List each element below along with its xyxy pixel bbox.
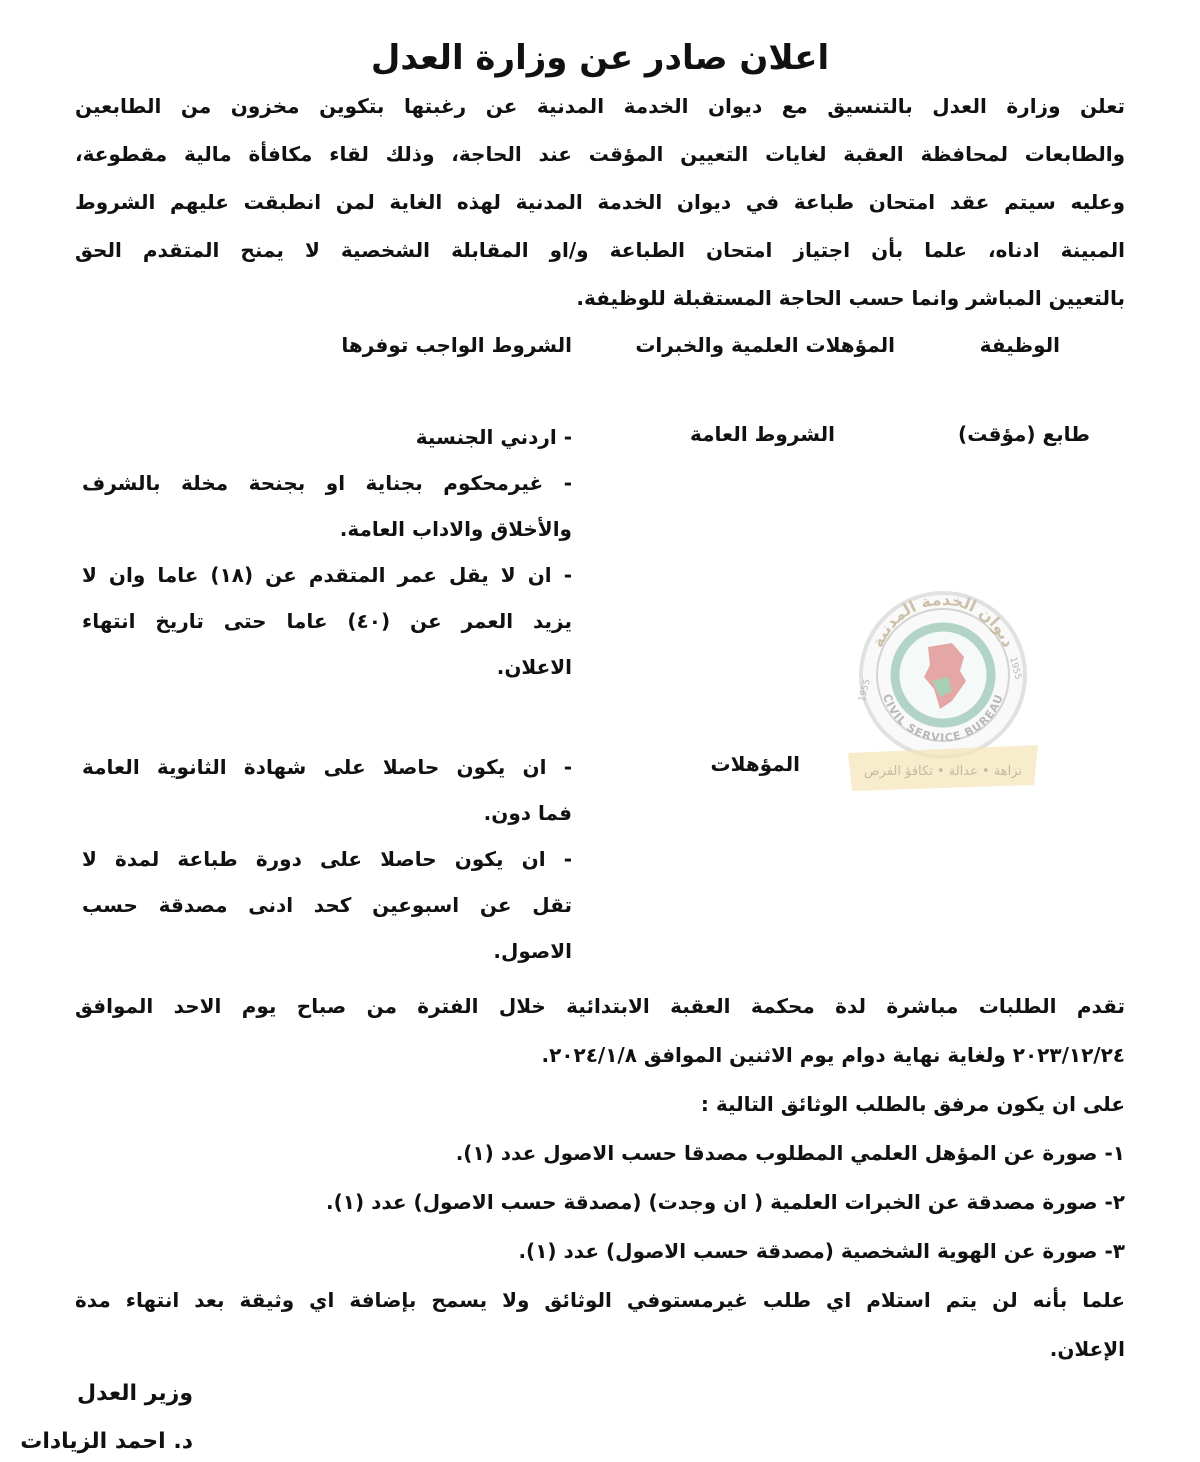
qualifications-label: المؤهلات: [710, 752, 800, 776]
qualification-item: [82, 744, 572, 836]
seal-arabic-text: ديوان الخدمة المدنية: [867, 589, 1019, 651]
signature-position: وزير العدل: [77, 1381, 193, 1406]
submission-line: تقدم الطلبات مباشرة لدة محكمة العقبة الابتدائية خلال الفترة من صباح يوم الاحد الموافق: [75, 994, 1125, 1018]
page-title: اعلان صادر عن وزارة العدل: [370, 38, 830, 78]
condition-line: - ان لا يقل عمر المتقدم عن (١٨) عاما وان لا: [82, 563, 572, 587]
signature-name: د. احمد الزيادات: [20, 1429, 193, 1454]
intro-line: وعليه سيتم عقد امتحان طباعة في ديوان الخدمة المدنية لهذه الغاية لمن انطبقت عليهم الشروط: [75, 190, 1125, 214]
header-conditions: الشروط الواجب توفرها: [341, 333, 572, 357]
seal-year-left: 1955: [857, 678, 873, 703]
condition-line: والأخلاق والاداب العامة.: [339, 517, 572, 541]
header-job: الوظيفة: [979, 333, 1060, 357]
condition-item: [82, 414, 572, 460]
qualification-line: تقل عن اسبوعين كحد ادنى مصدقة حسب: [82, 893, 572, 917]
qualification-line: الاصول.: [493, 939, 572, 963]
condition-line: - غيرمحكوم بجناية او بجنحة مخلة بالشرف: [82, 471, 572, 495]
condition-line: - اردني الجنسية: [415, 425, 572, 449]
general-conditions-label: الشروط العامة: [690, 422, 835, 446]
submission-section: [75, 982, 1125, 1374]
job-title: طابع (مؤقت): [958, 422, 1090, 446]
qualification-item: [82, 836, 572, 974]
note-line: علما بأنه لن يتم استلام اي طلب غيرمستوفي الوثائق ولا يسمح بإضافة اي وثيقة بعد انتهاء مدة: [75, 1288, 1125, 1312]
intro-paragraph: [75, 82, 1125, 322]
seal-english-text: CIVIL SERVICE BUREAU: [880, 692, 1006, 745]
condition-item: [82, 552, 572, 690]
documents-intro: على ان يكون مرفق بالطلب الوثائق التالية :: [700, 1092, 1125, 1116]
condition-line: الاعلان.: [496, 655, 572, 679]
header-qualifications: المؤهلات العلمية والخبرات: [635, 333, 895, 357]
civil-service-bureau-seal-icon: [848, 585, 1038, 805]
note-line: الإعلان.: [1049, 1337, 1125, 1361]
document-item: ٣- صورة عن الهوية الشخصية (مصدقة حسب الاصول) عدد (١).: [518, 1239, 1125, 1263]
submission-line: ٢٠٢٣/١٢/٢٤ ولغاية نهاية دوام يوم الاثنين الموافق ٢٠٢٤/١/٨.: [541, 1043, 1125, 1067]
qualification-line: - ان يكون حاصلا على شهادة الثانوية العامة: [82, 755, 572, 779]
qualifications-list: [82, 744, 572, 974]
document-item: ٢- صورة مصدقة عن الخبرات العلمية ( ان وجدت) (مصدقة حسب الاصول) عدد (١).: [326, 1190, 1125, 1214]
intro-line: بالتعيين المباشر وانما حسب الحاجة المستقبلة للوظيفة.: [576, 286, 1125, 310]
intro-line: المبينة ادناه، علما بأن اجتياز امتحان الطباعة و/او المقابلة الشخصية لا يمنح المتقدم الحق: [75, 238, 1125, 262]
general-conditions-list: [82, 414, 572, 690]
qualification-line: - ان يكون حاصلا على دورة طباعة لمدة لا: [82, 847, 572, 871]
qualification-line: فما دون.: [483, 801, 572, 825]
intro-line: والطابعات لمحافظة العقبة لغايات التعيين المؤقت عند الحاجة، وذلك لقاء مكافأة مالية مقطوعة،: [75, 142, 1125, 166]
seal-motto: نزاهة • عدالة • تكافؤ الفرص: [863, 764, 1023, 779]
seal-year-right: 1955: [1007, 656, 1023, 681]
intro-line: تعلن وزارة العدل بالتنسيق مع ديوان الخدمة المدنية عن رغبتها بتكوين مخزون من الطابعين: [75, 94, 1125, 118]
condition-item: [82, 460, 572, 552]
condition-line: يزيد العمر عن (٤٠) عاما حتى تاريخ انتهاء: [82, 609, 572, 633]
document-item: ١- صورة عن المؤهل العلمي المطلوب مصدقا حسب الاصول عدد (١).: [455, 1141, 1125, 1165]
